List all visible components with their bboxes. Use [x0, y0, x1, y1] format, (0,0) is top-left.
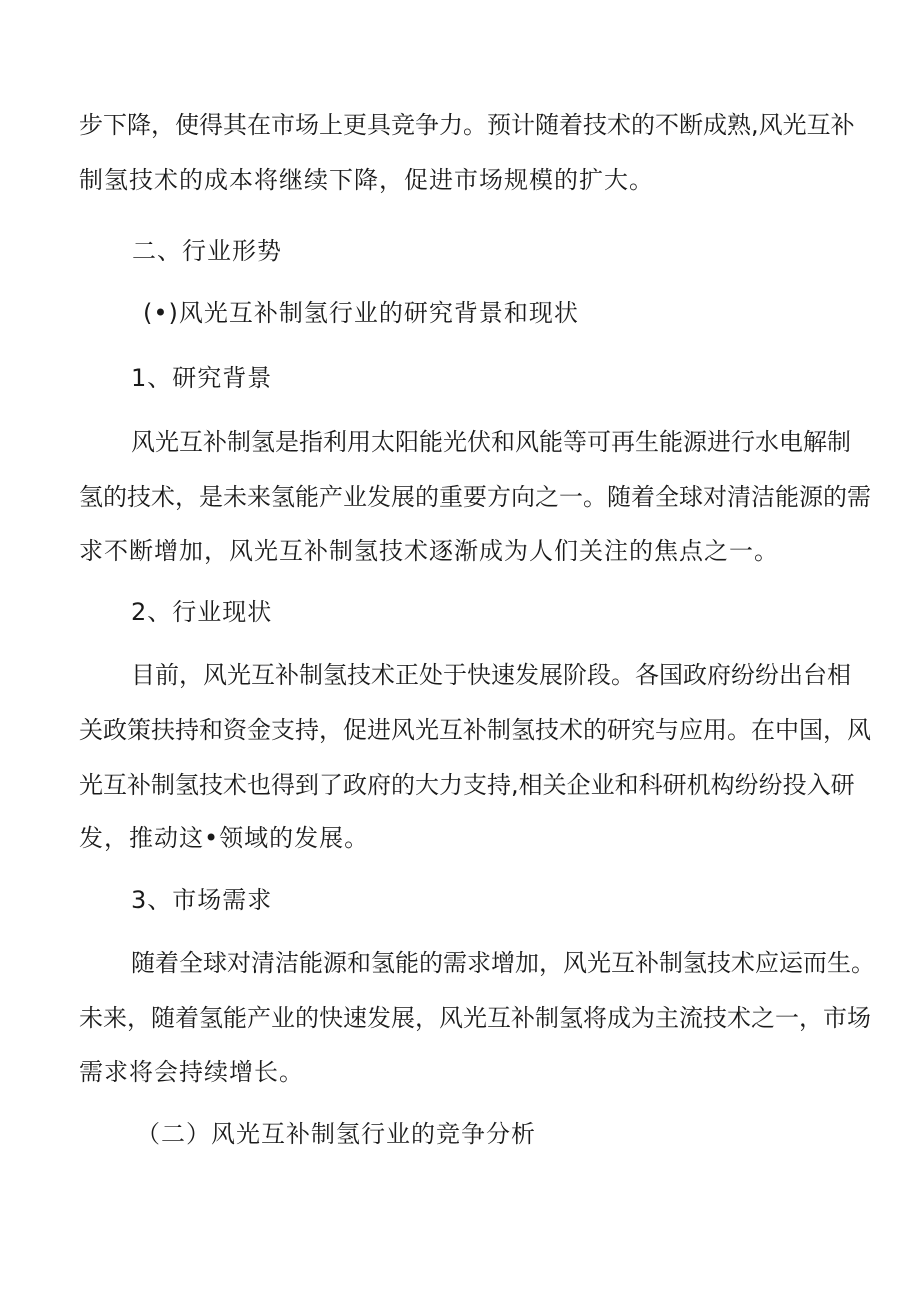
- item-2-line-2: 关政策扶持和资金支持，促进风光互补制氢技术的研究与应用。在中国，风: [79, 716, 871, 744]
- section-heading: 二、行业形势: [132, 237, 282, 265]
- item-1-line-3: 求不断增加，风光互补制氢技术逐渐成为人们关注的焦点之一。: [79, 537, 779, 565]
- item-2-line-4: 发，推动这•领域的发展。: [79, 824, 370, 852]
- intro-line-2: 制氢技术的成本将继续下降，促进市场规模的扩大。: [79, 166, 654, 194]
- subsection-2-heading: （二）风光互补制氢行业的竞争分析: [136, 1120, 536, 1148]
- item-1-line-1: 风光互补制氢是指利用太阳能光伏和风能等可再生能源进行水电解制: [131, 428, 851, 456]
- item-3-heading: 3、市场需求: [131, 886, 273, 914]
- subsection-1-heading: (•)风光互补制氢行业的研究背景和现状: [143, 299, 579, 327]
- item-3-line-1: 随着全球对清洁能源和氢能的需求增加，风光互补制氢技术应运而生。: [131, 949, 875, 977]
- item-3-line-3: 需求将会持续增长。: [79, 1058, 304, 1086]
- intro-line-1: 步下降，使得其在市场上更具竞争力。预计随着技术的不断成熟,风光互补: [79, 111, 855, 139]
- item-3-line-2: 未来，随着氢能产业的快速发展，风光互补制氢将成为主流技术之一，市场: [79, 1004, 871, 1032]
- item-2-line-1: 目前，风光互补制氢技术正处于快速发展阶段。各国政府纷纷出台相: [131, 661, 851, 689]
- item-1-line-2: 氢的技术，是未来氢能产业发展的重要方向之一。随着全球对清洁能源的需: [79, 483, 871, 511]
- item-2-heading: 2、行业现状: [131, 598, 273, 626]
- item-2-line-3: 光互补制氢技术也得到了政府的大力支持,相关企业和科研机构纷纷投入研: [79, 771, 855, 799]
- item-1-heading: 1、研究背景: [131, 364, 273, 392]
